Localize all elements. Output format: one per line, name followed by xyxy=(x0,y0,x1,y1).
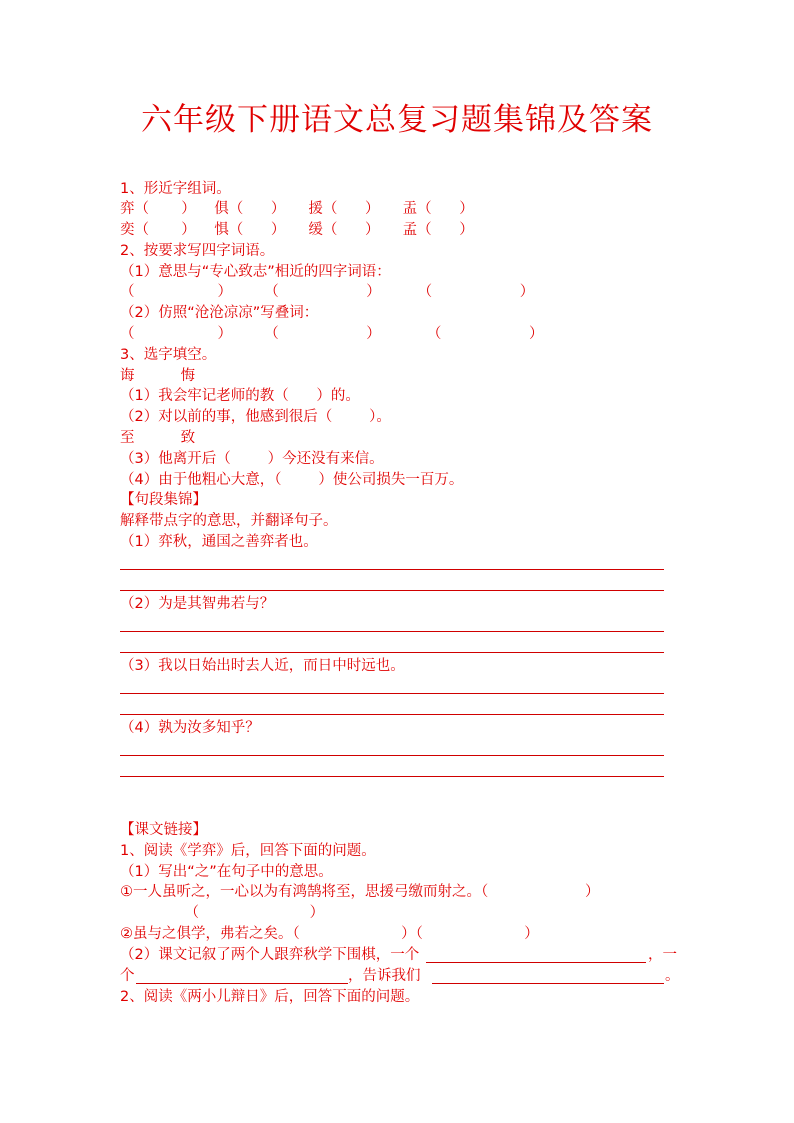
q2-1-prompt: （1）意思与“专心致志”相近的四字词语： xyxy=(120,264,391,280)
answer-line[interactable] xyxy=(120,569,664,570)
answer-line[interactable] xyxy=(120,693,664,694)
q3-item-3: （3）他离开后（ ）今还没有来信。 xyxy=(120,451,384,467)
reading-1-q2-part2: ，一 xyxy=(648,947,677,963)
reading-1-q2-part3: 个 xyxy=(120,968,135,984)
fill-blank-line[interactable] xyxy=(432,983,664,984)
q2-heading: 2、按要求写四字词语。 xyxy=(120,243,275,259)
sentences-instruction: 解释带点字的意思，并翻译句子。 xyxy=(120,513,338,529)
q2-1-blanks: （ ） （ ） （ ） xyxy=(120,284,535,300)
sentence-3: （3）我以日始出时去人近，而日中时远也。 xyxy=(120,658,405,674)
reading-1-heading: 1、阅读《学弈》后，回答下面的问题。 xyxy=(120,843,376,859)
reading-1-q1-a: ①一人虽听之，一心以为有鸿鹄将至，思援弓缴而射之。（ ） xyxy=(120,884,600,900)
q2-2-prompt: （2）仿照“沧沧凉凉”写叠词： xyxy=(120,305,319,321)
answer-line[interactable] xyxy=(120,776,664,777)
q2-2-blanks: （ ） （ ） （ ） xyxy=(120,326,544,342)
answer-line[interactable] xyxy=(120,590,664,591)
sentence-2: （2）为是其智弗若与？ xyxy=(120,596,275,612)
q1-row-2: 奕（ ） 惧（ ） 缓（ ） 孟（ ） xyxy=(120,222,474,238)
reading-2-heading: 2、阅读《两小儿辩日》后，回答下面的问题。 xyxy=(120,989,420,1005)
answer-line[interactable] xyxy=(120,714,664,715)
q1-heading: 1、形近字组词。 xyxy=(120,181,231,197)
fill-blank-line[interactable] xyxy=(426,962,646,963)
section-heading-text-link: 【课文链接】 xyxy=(120,822,207,838)
reading-1-q2-part4: ，告诉我们 xyxy=(348,968,421,984)
sentence-4: （4）孰为汝多知乎？ xyxy=(120,720,260,736)
q3-item-4: （4）由于他粗心大意，（ ）使公司损失一百万。 xyxy=(120,472,464,488)
answer-line[interactable] xyxy=(120,755,664,756)
sentence-1: （1）弈秋，通国之善弈者也。 xyxy=(120,534,318,550)
reading-1-q1-a-blank: （ ） xyxy=(120,905,325,921)
fill-blank-line[interactable] xyxy=(136,983,348,984)
reading-1-q2-end: 。 xyxy=(665,968,680,984)
q3-choice-1: 诲 悔 xyxy=(120,368,196,384)
answer-line[interactable] xyxy=(120,631,664,632)
reading-1-q1-b: ②虽与之俱学，弗若之矣。（ ）（ ） xyxy=(120,926,539,942)
page-title: 六年级下册语文总复习题集锦及答案 xyxy=(141,102,653,138)
q3-item-2: （2）对以前的事，他感到很后（ ）。 xyxy=(120,409,391,425)
q3-choice-2: 至 致 xyxy=(120,430,196,446)
reading-1-q1: （1）写出“之”在句子中的意思。 xyxy=(120,864,333,880)
answer-line[interactable] xyxy=(120,652,664,653)
reading-1-q2-part1: （2）课文记叙了两个人跟弈秋学下围棋，一个 xyxy=(120,947,420,963)
section-heading-sentences: 【句段集锦】 xyxy=(120,492,207,508)
q3-item-1: （1）我会牢记老师的教（ ）的。 xyxy=(120,388,360,404)
q1-row-1: 弈（ ） 俱（ ） 援（ ） 盂（ ） xyxy=(120,201,474,217)
q3-heading: 3、选字填空。 xyxy=(120,347,217,363)
